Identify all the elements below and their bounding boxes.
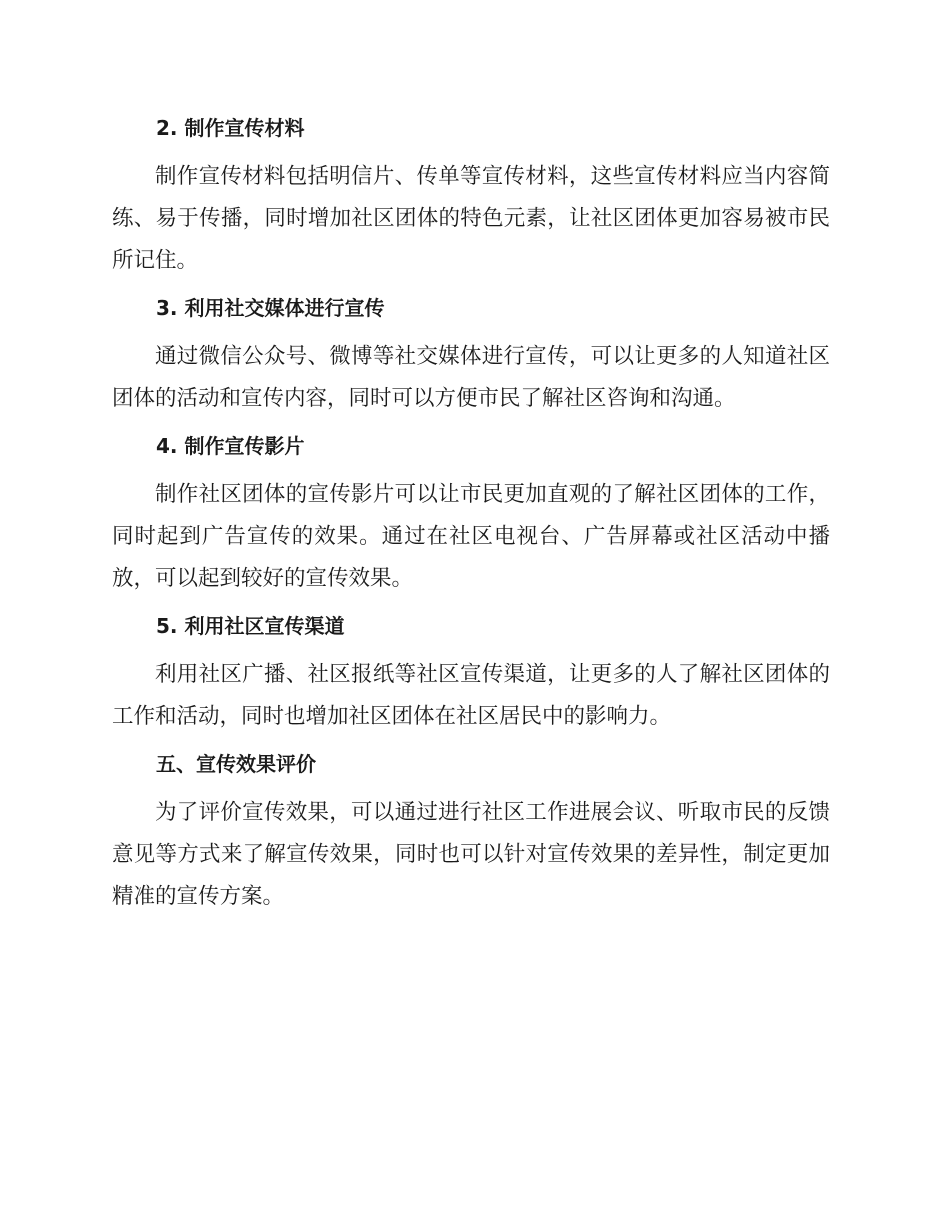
section-heading-materials: 2. 制作宣传材料 (156, 116, 305, 140)
document-page (112, 104, 830, 930)
section-paragraph-social-media: 通过微信公众号、微博等社交媒体进行宣传，可以让更多的人知道社区团体的活动和宣传内容，同时可以方便市民了解社区咨询和沟通。 (112, 344, 830, 411)
section-paragraph-materials: 制作宣传材料包括明信片、传单等宣传材料，这些宣传材料应当内容简练、易于传播，同时增加社区团体的特色元素，让社区团体更加容易被市民所记住。 (112, 164, 830, 273)
section-paragraph-video: 制作社区团体的宣传影片可以让市民更加直观的了解社区团体的工作，同时起到广告宣传的效果。通过在社区电视台、广告屏幕或社区活动中播放，可以起到较好的宣传效果。 (112, 482, 830, 591)
section-heading-channels: 5. 利用社区宣传渠道 (156, 614, 345, 638)
section-heading-video: 4. 制作宣传影片 (156, 434, 305, 458)
section-paragraph-channels: 利用社区广播、社区报纸等社区宣传渠道，让更多的人了解社区团体的工作和活动，同时也增加社区团体在社区居民中的影响力。 (112, 662, 830, 729)
section-heading-evaluation: 五、宣传效果评价 (156, 752, 316, 776)
section-heading-social-media: 3. 利用社交媒体进行宣传 (156, 296, 385, 320)
section-paragraph-evaluation: 为了评价宣传效果，可以通过进行社区工作进展会议、听取市民的反馈意见等方式来了解宣传效果，同时也可以针对宣传效果的差异性，制定更加精准的宣传方案。 (112, 800, 830, 909)
